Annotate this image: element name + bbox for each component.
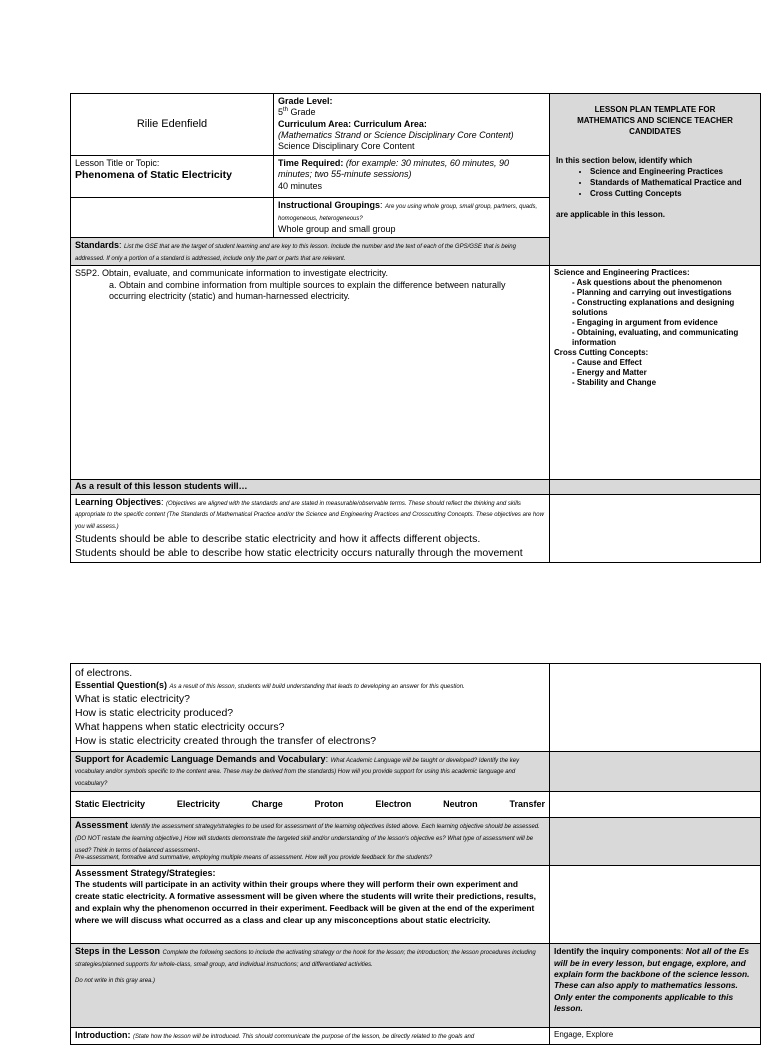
- assess-hint-2: Pre-assessment, formative and summative, employing multiple means of assessment. How will you provide feedback for the students?: [75, 855, 433, 862]
- empty-cell: [550, 494, 761, 563]
- vocab-term: Proton: [314, 798, 344, 809]
- sep-item: - Obtaining, evaluating, and communicating information: [572, 328, 756, 348]
- empty-cell: [550, 866, 761, 944]
- intro-hint: (State how the lesson will be introduced. This should communicate the purpose of the lesson, be directly related to the goals and: [133, 1034, 475, 1041]
- vocab-term: Transfer: [509, 798, 545, 809]
- assessment-header: [71, 818, 550, 866]
- steps-header: [71, 944, 550, 1028]
- empty-cell: [550, 751, 761, 791]
- strategy-text: The students will participate in an activity within their groups where they will perform their own experiment and create static electricity. A formative assessment will be given where the students will write their predictions, results, and explain why the phenomenon occurred in their experiment. Feedback will be given at the end of the experiment where we will discuss what occurred as a class and clear up any misconceptions about static electricity.: [75, 879, 536, 925]
- grade-curriculum-cell: [274, 94, 550, 156]
- ccc-list: [554, 358, 756, 388]
- groupings-value: Whole group and small group: [278, 223, 396, 234]
- empty-cell: [550, 664, 761, 752]
- ccc-item: - Energy and Matter: [572, 368, 756, 378]
- vocab-term: Electricity: [176, 798, 220, 809]
- lesson-title-cell: [71, 156, 274, 198]
- time-value: 40 minutes: [278, 180, 323, 191]
- assess-label: Assessment: [75, 820, 129, 831]
- vocabulary-header: Support for Academic Language Demands and Vocabulary: What Academic Language will be taught or developed? Identify the key vocabulary and/or symbols specific to the content area. These may be derived from the standards) How will you provide support for using this academic language and vocabulary?: [71, 751, 550, 791]
- strategy-label: Assessment Strategy/Strategies:: [75, 868, 216, 879]
- sep-item: - Constructing explanations and designing solutions: [572, 298, 756, 318]
- inquiry-cell: Identify the inquiry components: Not all of the Es will be in every lesson, but engage, explore, and explain form the backbone of the science lesson. These can also apply to mathematics lessons. Only enter the components applicable to this lesson.: [550, 944, 761, 1028]
- eq-hint: As a result of this lesson, students will build understanding that leads to developing an answer for this question.: [169, 684, 465, 691]
- objective-1: Students should be able to describe static electricity and how it affects different objects.: [75, 533, 481, 546]
- time-required-cell: [274, 156, 550, 198]
- standard-sub: a. Obtain and combine information from multiple sources to explain the difference between naturally occurring electricity (static) and human-harnessed electricity.: [109, 279, 506, 301]
- groupings-label: Instructional Groupings: [278, 200, 381, 210]
- objective-2: Students should be able to describe how static electricity occurs naturally through the movement: [75, 547, 523, 560]
- template-title: LESSON PLAN TEMPLATE FOR MATHEMATICS AND SCIENCE TEACHER CANDIDATES: [577, 105, 733, 137]
- identify-intro: In this section below, identify which: [556, 155, 693, 165]
- lesson-plan-table-page2: [70, 663, 761, 1045]
- continued-text: of electrons.: [75, 667, 133, 679]
- ccc-heading: Cross Cutting Concepts:: [554, 348, 649, 358]
- vocabulary-terms-cell: [71, 792, 550, 818]
- inquiry-text: Not all of the Es will be in every lesson, but engage, explore, and explain form the backbone of the science lesson. These can also apply to mathematics lessons. Only enter the components applicable to this lesson.: [554, 946, 750, 1013]
- time-label: Time Required:: [278, 158, 344, 168]
- sep-item: - Engaging in argument from evidence: [572, 318, 756, 328]
- essential-questions-cell: [71, 664, 550, 752]
- identify-item: • Cross Cutting Concepts: [590, 189, 754, 199]
- empty-cell: [550, 480, 761, 494]
- standards-hint: List the GSE that are the target of student learning and are key to this lesson. Include the number and the text of each of the GPS/GSE that is being addressed. If only a portion of a standard is addressed, include only the part or parts that are relevant.: [75, 243, 516, 262]
- empty-cell: [71, 198, 274, 238]
- result-label: As a result of this lesson students will…: [71, 480, 550, 494]
- groupings-cell: Instructional Groupings: Are you using whole group, small group, partners, quads, homogeneous, heterogeneous? Whole group and small group: [274, 198, 550, 238]
- sep-heading: Science and Engineering Practices:: [554, 268, 690, 278]
- objectives-cell: Learning Objectives: (Objectives are aligned with the standards and are stated in measurable/observable terms. These should reflect the thinking and skills appropriate to the specific content (The Standards of Mathematical Practice and/or the Science and Engineering Practices and Crosscutting Concepts. These objectives are how you will assess.) Students should be able to describe static electricity and how it affects different objects. Students should be able to describe how static electricity occurs naturally through the movement: [71, 494, 550, 563]
- lang-label: Support for Academic Language Demands and Vocabulary: [75, 753, 326, 764]
- vocab-term: Static Electricity: [75, 798, 146, 809]
- curriculum-label: Curriculum Area: Curriculum Area:: [278, 118, 427, 129]
- curriculum-hint: (Mathematics Strand or Science Disciplinary Core Content): [278, 129, 514, 140]
- inquiry-label: Identify the inquiry components: [554, 946, 682, 957]
- time-hint: (for example: 30 minutes, 60 minutes, 90 minutes; two 55-minute sessions): [278, 158, 509, 180]
- standards-header: Standards: List the GSE that are the target of student learning and are key to this lesson. Include the number and the text of each of the GPS/GSE that is being addressed. If only a portion of a standard is addressed, include only the part or parts that are relevant.: [71, 237, 550, 266]
- sep-item: - Planning and carrying out investigations: [572, 288, 756, 298]
- vocab-term: Electron: [375, 798, 412, 809]
- standard-main: S5P2. Obtain, evaluate, and communicate information to investigate electricity.: [75, 268, 388, 279]
- objectives-hint: (Objectives are aligned with the standards and are stated in measurable/observable terms. These should reflect the thinking and skills appropriate to the specific content (The Standards of Mathematical Practice and/or the Science and Engineering Practices and Crosscutting Concepts. These objectives are how you will assess.): [75, 500, 544, 531]
- grade-level-label: Grade Level:: [278, 96, 333, 106]
- standards-content: [71, 266, 550, 480]
- assess-hint: Identify the assessment strategy/strategies to be used for assessment of the learning objectives listed above. Each learning objective should be assessed. (DO NOT restate the learning objective.) How will students demonstrate the targeted skill and/or understanding of the lesson's objective es? What type of assessment will be used? Think in terms of balanced assessment-.: [75, 824, 540, 854]
- empty-cell: [550, 792, 761, 818]
- assessment-strategy-cell: [71, 866, 550, 944]
- ccc-item: - Cause and Effect: [572, 358, 756, 368]
- intro-components: Engage, Explore: [550, 1028, 761, 1045]
- eq-label: Essential Question(s): [75, 680, 168, 691]
- sep-list: [554, 278, 756, 348]
- identify-list: [556, 167, 754, 199]
- lang-hint: What Academic Language will be taught or developed? Identify the key vocabulary and/or symbols specific to the content area. These may be derived from the standards) How will you provide support for using this academic language and vocabulary?: [75, 757, 520, 788]
- empty-cell: [550, 818, 761, 866]
- sep-item: - Ask questions about the phenomenon: [572, 278, 756, 288]
- grade-value: 5th Grade: [278, 107, 316, 118]
- introduction-cell: [71, 1028, 550, 1045]
- ccc-item: - Stability and Change: [572, 378, 756, 388]
- practices-instruction-cell: [550, 94, 761, 266]
- steps-hint: Complete the following sections to include the activating strategy or the hook for the lesson; the introduction; the lesson procedures including strategies/planned supports for whole-class, small group, and individual instructions; and differentiated activities.: [75, 950, 536, 969]
- vocab-term: Neutron: [443, 798, 478, 809]
- intro-label: Introduction:: [75, 1030, 131, 1041]
- practices-cell: [550, 266, 761, 480]
- steps-note: Do not write in this gray area.): [75, 977, 156, 984]
- vocab-term: Charge: [251, 798, 283, 809]
- question-3: What happens when static electricity occurs?: [75, 721, 285, 734]
- objectives-label: Learning Objectives: [75, 496, 162, 507]
- steps-label: Steps in the Lesson: [75, 946, 161, 957]
- lesson-plan-table-page1: [70, 93, 761, 563]
- question-2: How is static electricity produced?: [75, 707, 234, 720]
- curriculum-value: Science Disciplinary Core Content: [278, 141, 415, 151]
- identify-item: • Science and Engineering Practices: [590, 167, 754, 177]
- lesson-title: Phenomena of Static Electricity: [75, 169, 232, 182]
- identify-item: • Standards of Mathematical Practice and: [590, 178, 754, 188]
- lesson-title-label: Lesson Title or Topic:: [75, 158, 160, 168]
- vocabulary-terms: [75, 797, 545, 812]
- groupings-hint: Are you using whole group, small group, partners, quads, homogeneous, heterogeneous?: [278, 204, 538, 222]
- applicable-note: are applicable in this lesson.: [556, 209, 665, 219]
- standards-label: Standards: [75, 239, 120, 250]
- teacher-name: Rilie Edenfield: [71, 94, 274, 156]
- question-1: What is static electricity?: [75, 692, 190, 705]
- question-4: How is static electricity created through the transfer of electrons?: [75, 735, 377, 748]
